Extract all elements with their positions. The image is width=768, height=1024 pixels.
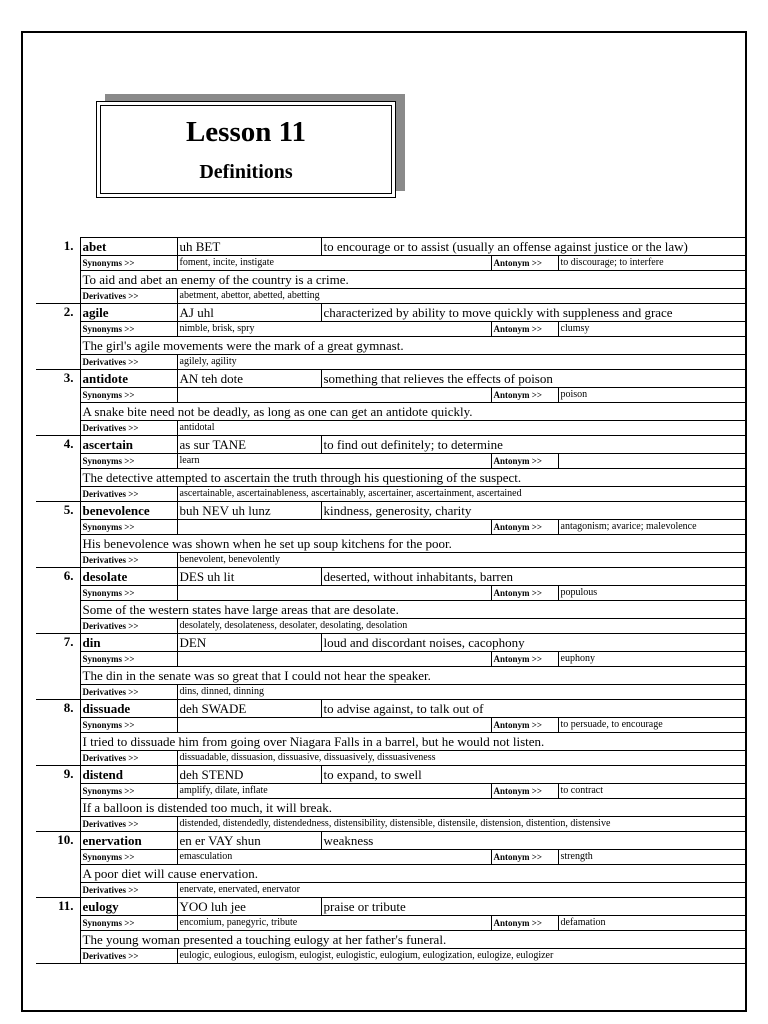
entry-synonyms <box>177 652 491 667</box>
entry-main-row <box>36 436 745 454</box>
entry-derivatives: desolately, desolateness, desolater, desolating, desolation <box>177 619 745 634</box>
entry-number: 4. <box>36 436 80 502</box>
entry-sentence: Some of the western states have large areas that are desolate. <box>80 601 745 619</box>
entry-sentence: The detective attempted to ascertain the truth through his questioning of the suspect. <box>80 469 745 487</box>
entry-number: 11. <box>36 898 80 964</box>
entry-sentence: A snake bite need not be deadly, as long as one can get an antidote quickly. <box>80 403 745 421</box>
entry-number: 9. <box>36 766 80 832</box>
entry-synonyms: emasculation <box>177 850 491 865</box>
entry-main-row <box>36 700 745 718</box>
entry-sentence-row <box>36 337 745 355</box>
entry-pronunciation: buh NEV uh lunz <box>177 502 321 520</box>
entry-derivatives-row <box>36 751 745 766</box>
entry-number: 2. <box>36 304 80 370</box>
entry-main-row <box>36 634 745 652</box>
derivatives-label: Derivatives >> <box>80 289 177 304</box>
entry-pronunciation: DES uh lit <box>177 568 321 586</box>
entry-word: desolate <box>80 568 177 586</box>
derivatives-label: Derivatives >> <box>80 685 177 700</box>
entry-sentence: The young woman presented a touching eulogy at her father's funeral. <box>80 931 745 949</box>
entry-pronunciation: uh BET <box>177 238 321 256</box>
entry-synonyms-row <box>36 586 745 601</box>
entry-derivatives-row <box>36 817 745 832</box>
entry-derivatives: dins, dinned, dinning <box>177 685 745 700</box>
entry-derivatives: dissuadable, dissuasion, dissuasive, dissuasively, dissuasiveness <box>177 751 745 766</box>
vocabulary-table-body <box>36 238 745 964</box>
entry-number: 5. <box>36 502 80 568</box>
entry-word: eulogy <box>80 898 177 916</box>
entry-derivatives: enervate, enervated, enervator <box>177 883 745 898</box>
title-box-inner <box>100 105 392 194</box>
entry-synonyms: amplify, dilate, inflate <box>177 784 491 799</box>
entry-word: agile <box>80 304 177 322</box>
entry-definition: praise or tribute <box>321 898 745 916</box>
entry-number: 1. <box>36 238 80 304</box>
entry-word: benevolence <box>80 502 177 520</box>
entry-sentence-row <box>36 931 745 949</box>
entry-derivatives: benevolent, benevolently <box>177 553 745 568</box>
entry-number: 6. <box>36 568 80 634</box>
entry-main-row <box>36 766 745 784</box>
entry-main-row <box>36 568 745 586</box>
entry-definition: loud and discordant noises, cacophony <box>321 634 745 652</box>
entry-word: din <box>80 634 177 652</box>
entry-synonyms-row <box>36 718 745 733</box>
entry-antonym: defamation <box>558 916 745 931</box>
entry-sentence: His benevolence was shown when he set up soup kitchens for the poor. <box>80 535 745 553</box>
entry-derivatives-row <box>36 685 745 700</box>
entry-antonym: strength <box>558 850 745 865</box>
entry-sentence: If a balloon is distended too much, it will break. <box>80 799 745 817</box>
antonym-label: Antonym >> <box>491 388 558 403</box>
entry-antonym: euphony <box>558 652 745 667</box>
entry-derivatives-row <box>36 421 745 436</box>
entry-synonyms-row <box>36 454 745 469</box>
synonyms-label: Synonyms >> <box>80 916 177 931</box>
entry-antonym: to discourage; to interfere <box>558 256 745 271</box>
entry-pronunciation: AN teh dote <box>177 370 321 388</box>
antonym-label: Antonym >> <box>491 256 558 271</box>
antonym-label: Antonym >> <box>491 520 558 535</box>
synonyms-label: Synonyms >> <box>80 784 177 799</box>
entry-derivatives-row <box>36 553 745 568</box>
entry-pronunciation: YOO luh jee <box>177 898 321 916</box>
entry-synonyms <box>177 520 491 535</box>
entry-definition: to encourage or to assist (usually an offense against justice or the law) <box>321 238 745 256</box>
entry-derivatives: distended, distendedly, distendedness, distensibility, distensible, distensile, distension, distention, distensive <box>177 817 745 832</box>
entry-antonym: to contract <box>558 784 745 799</box>
entry-definition: to expand, to swell <box>321 766 745 784</box>
synonyms-label: Synonyms >> <box>80 322 177 337</box>
entry-definition: kindness, generosity, charity <box>321 502 745 520</box>
entry-sentence-row <box>36 667 745 685</box>
entry-word: dissuade <box>80 700 177 718</box>
entry-antonym: poison <box>558 388 745 403</box>
entry-synonyms: foment, incite, instigate <box>177 256 491 271</box>
entry-sentence: I tried to dissuade him from going over Niagara Falls in a barrel, but he would not listen. <box>80 733 745 751</box>
entry-synonyms-row <box>36 322 745 337</box>
antonym-label: Antonym >> <box>491 586 558 601</box>
derivatives-label: Derivatives >> <box>80 817 177 832</box>
synonyms-label: Synonyms >> <box>80 256 177 271</box>
entry-synonyms-row <box>36 388 745 403</box>
derivatives-label: Derivatives >> <box>80 883 177 898</box>
entry-definition: deserted, without inhabitants, barren <box>321 568 745 586</box>
entry-synonyms <box>177 718 491 733</box>
entry-synonyms-row <box>36 520 745 535</box>
entry-synonyms <box>177 586 491 601</box>
entry-pronunciation: en er VAY shun <box>177 832 321 850</box>
entry-definition: characterized by ability to move quickly with suppleness and grace <box>321 304 745 322</box>
entry-derivatives: antidotal <box>177 421 745 436</box>
synonyms-label: Synonyms >> <box>80 520 177 535</box>
entry-synonyms: nimble, brisk, spry <box>177 322 491 337</box>
entry-pronunciation: AJ uhl <box>177 304 321 322</box>
entry-main-row <box>36 304 745 322</box>
entry-synonyms-row <box>36 784 745 799</box>
entry-sentence-row <box>36 535 745 553</box>
synonyms-label: Synonyms >> <box>80 454 177 469</box>
synonyms-label: Synonyms >> <box>80 388 177 403</box>
entry-antonym <box>558 454 745 469</box>
entry-antonym: to persuade, to encourage <box>558 718 745 733</box>
entry-definition: to find out definitely; to determine <box>321 436 745 454</box>
title-box <box>96 101 396 198</box>
entry-main-row <box>36 238 745 256</box>
synonyms-label: Synonyms >> <box>80 850 177 865</box>
antonym-label: Antonym >> <box>491 652 558 667</box>
antonym-label: Antonym >> <box>491 322 558 337</box>
entry-pronunciation: deh SWADE <box>177 700 321 718</box>
entry-derivatives-row <box>36 619 745 634</box>
entry-number: 8. <box>36 700 80 766</box>
entry-definition: something that relieves the effects of poison <box>321 370 745 388</box>
entry-antonym: antagonism; avarice; malevolence <box>558 520 745 535</box>
entry-derivatives-row <box>36 949 745 964</box>
entry-word: antidote <box>80 370 177 388</box>
entry-derivatives: agilely, agility <box>177 355 745 370</box>
antonym-label: Antonym >> <box>491 916 558 931</box>
entry-synonyms-row <box>36 652 745 667</box>
entry-synonyms <box>177 388 491 403</box>
entry-main-row <box>36 898 745 916</box>
derivatives-label: Derivatives >> <box>80 355 177 370</box>
derivatives-label: Derivatives >> <box>80 619 177 634</box>
entry-main-row <box>36 832 745 850</box>
antonym-label: Antonym >> <box>491 718 558 733</box>
entry-sentence: The girl's agile movements were the mark of a great gymnast. <box>80 337 745 355</box>
entry-synonyms-row <box>36 256 745 271</box>
entry-synonyms-row <box>36 850 745 865</box>
entry-derivatives: eulogic, eulogious, eulogism, eulogist, eulogistic, eulogium, eulogization, eulogize, eulogizer <box>177 949 745 964</box>
entry-definition: to advise against, to talk out of <box>321 700 745 718</box>
lesson-subtitle: Definitions <box>199 161 293 183</box>
entry-antonym: clumsy <box>558 322 745 337</box>
lesson-title: Lesson 11 <box>185 116 307 148</box>
entry-definition: weakness <box>321 832 745 850</box>
entry-word: enervation <box>80 832 177 850</box>
entry-sentence-row <box>36 865 745 883</box>
derivatives-label: Derivatives >> <box>80 949 177 964</box>
entry-pronunciation: deh STEND <box>177 766 321 784</box>
entry-derivatives: abetment, abettor, abetted, abetting <box>177 289 745 304</box>
entry-sentence-row <box>36 733 745 751</box>
derivatives-label: Derivatives >> <box>80 553 177 568</box>
entry-derivatives: ascertainable, ascertainableness, ascertainably, ascertainer, ascertainment, ascertained <box>177 487 745 502</box>
entry-word: distend <box>80 766 177 784</box>
entry-synonyms: encomium, panegyric, tribute <box>177 916 491 931</box>
entry-derivatives-row <box>36 487 745 502</box>
entry-sentence-row <box>36 469 745 487</box>
entry-synonyms: learn <box>177 454 491 469</box>
entry-sentence-row <box>36 799 745 817</box>
derivatives-label: Derivatives >> <box>80 487 177 502</box>
entry-sentence-row <box>36 403 745 421</box>
entry-derivatives-row <box>36 289 745 304</box>
entry-pronunciation: as sur TANE <box>177 436 321 454</box>
synonyms-label: Synonyms >> <box>80 718 177 733</box>
antonym-label: Antonym >> <box>491 850 558 865</box>
entry-sentence: A poor diet will cause enervation. <box>80 865 745 883</box>
antonym-label: Antonym >> <box>491 454 558 469</box>
vocabulary-table <box>36 237 746 964</box>
entry-sentence-row <box>36 271 745 289</box>
synonyms-label: Synonyms >> <box>80 586 177 601</box>
entry-word: ascertain <box>80 436 177 454</box>
entry-derivatives-row <box>36 355 745 370</box>
entry-sentence-row <box>36 601 745 619</box>
antonym-label: Antonym >> <box>491 784 558 799</box>
entry-pronunciation: DEN <box>177 634 321 652</box>
entry-number: 3. <box>36 370 80 436</box>
entry-sentence: The din in the senate was so great that I could not hear the speaker. <box>80 667 745 685</box>
entry-synonyms-row <box>36 916 745 931</box>
entry-number: 10. <box>36 832 80 898</box>
entry-sentence: To aid and abet an enemy of the country is a crime. <box>80 271 745 289</box>
synonyms-label: Synonyms >> <box>80 652 177 667</box>
entry-word: abet <box>80 238 177 256</box>
derivatives-label: Derivatives >> <box>80 751 177 766</box>
entry-main-row <box>36 370 745 388</box>
entry-derivatives-row <box>36 883 745 898</box>
entry-main-row <box>36 502 745 520</box>
derivatives-label: Derivatives >> <box>80 421 177 436</box>
entry-number: 7. <box>36 634 80 700</box>
entry-antonym: populous <box>558 586 745 601</box>
